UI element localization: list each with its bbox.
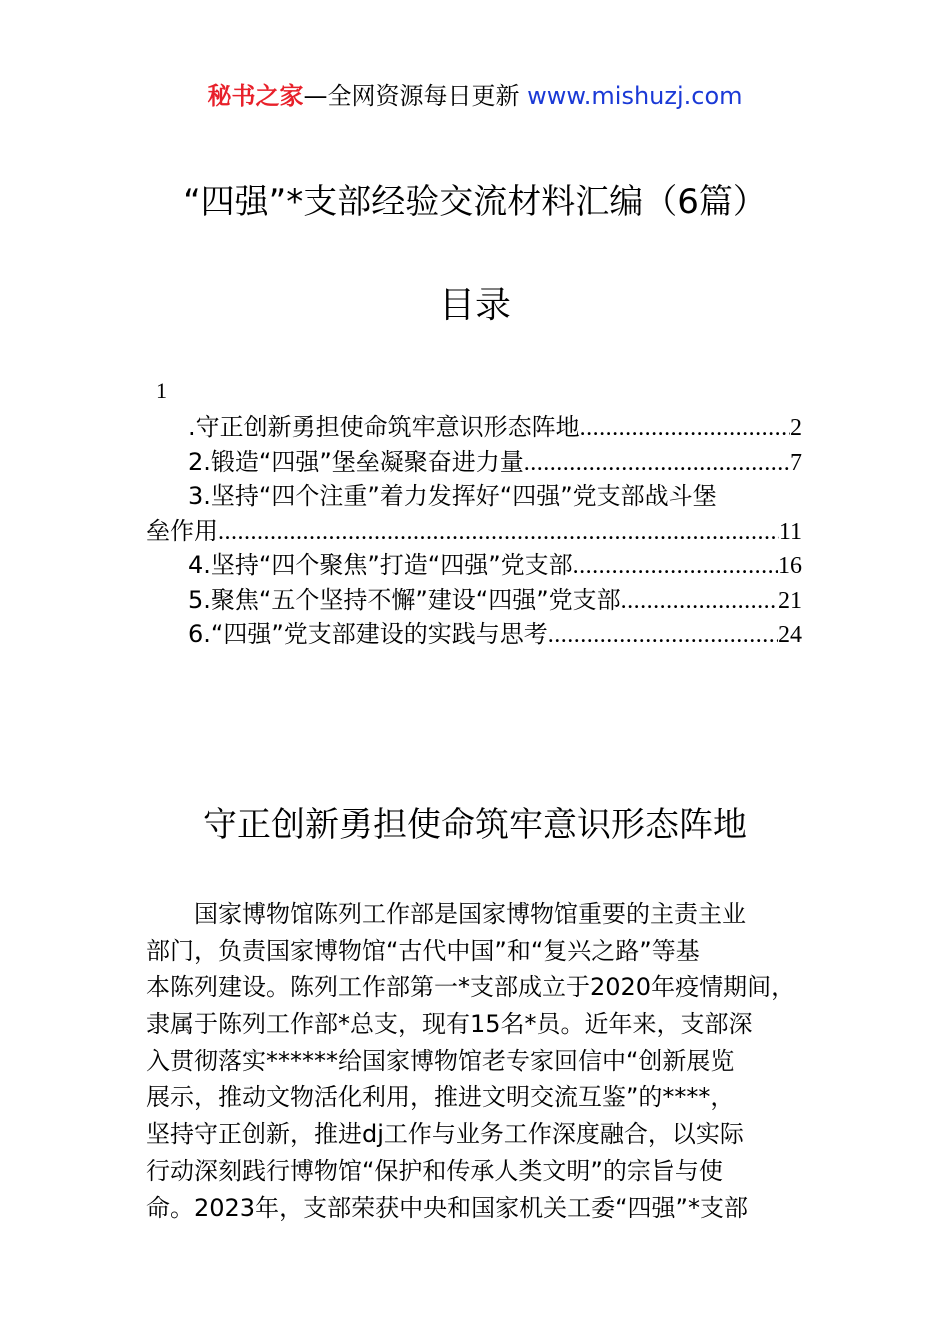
table-of-contents bbox=[146, 410, 802, 652]
body-line: 本陈列建设。陈列工作部第一*支部成立于2020年疫情期间， bbox=[146, 973, 796, 1002]
section-title: 守正创新勇担使命筑牢意识形态阵地 bbox=[203, 805, 747, 845]
toc-entry-text: 6.“四强”党支部建设的实践与思考 bbox=[188, 620, 548, 648]
toc-entry-text: 4.坚持“四个聚焦”打造“四强”党支部 bbox=[188, 551, 573, 579]
toc-heading: 目录 bbox=[438, 285, 511, 326]
brand-name: 秘书之家 bbox=[207, 82, 304, 110]
toc-page-number: 16 bbox=[778, 553, 802, 579]
toc-leader-dots bbox=[524, 446, 790, 480]
toc-page-number: 21 bbox=[778, 587, 802, 614]
body-line: 部门，负责国家博物馆“古代中国”和“复兴之路”等基 bbox=[146, 936, 700, 965]
toc-number: 1 bbox=[156, 378, 167, 403]
toc-entry-3[interactable] bbox=[146, 479, 802, 514]
toc-leader-dots bbox=[218, 515, 779, 549]
toc-entry-3-continued[interactable] bbox=[146, 514, 802, 549]
toc-entry-4[interactable] bbox=[146, 548, 802, 583]
section-body bbox=[146, 896, 806, 1226]
toc-leader-dots bbox=[573, 549, 778, 583]
toc-page-number: 24 bbox=[778, 622, 802, 648]
toc-leader-dots bbox=[621, 584, 778, 618]
toc-leader-dots bbox=[548, 618, 778, 652]
toc-entry-text: 3.坚持“四个注重”着力发挥好“四强”党支部战斗堡 bbox=[188, 482, 717, 510]
toc-page-number: 7 bbox=[790, 449, 802, 476]
body-line: 隶属于陈列工作部*总支，现有15名*员。近年来，支部深 bbox=[146, 1010, 753, 1039]
body-line: 国家博物馆陈列工作部是国家博物馆重要的主责主业 bbox=[194, 900, 746, 928]
document-title: “四强”*支部经验交流材料汇编（6篇） bbox=[183, 182, 767, 222]
body-line: 命。2023年，支部荣获中央和国家机关工委“四强”*支部 bbox=[146, 1193, 748, 1222]
body-line: 展示，推动文物活化利用，推进文明交流互鉴”的****， bbox=[146, 1083, 735, 1112]
body-line: 入贯彻落实******给国家博物馆老专家回信中“创新展览 bbox=[146, 1046, 735, 1075]
toc-entry-text: 垒作用 bbox=[146, 516, 218, 545]
toc-leader-dots bbox=[580, 411, 790, 445]
toc-entry-2[interactable] bbox=[146, 445, 802, 480]
site-url-link[interactable]: www.mishuzj.com bbox=[527, 82, 743, 110]
body-line: 行动深刻践行博物馆“保护和传承人类文明”的宗旨与使 bbox=[146, 1156, 723, 1185]
header-slogan: —全网资源每日更新 bbox=[303, 82, 520, 110]
toc-page-number: 11 bbox=[778, 518, 802, 545]
toc-entry-1[interactable] bbox=[146, 410, 802, 445]
toc-entry-5[interactable] bbox=[146, 583, 802, 618]
toc-entry-text: .守正创新勇担使命筑牢意识形态阵地 bbox=[188, 413, 580, 441]
toc-entry-6[interactable] bbox=[146, 617, 802, 652]
toc-entry-text: 5.聚焦“五个坚持不懈”建设“四强”党支部 bbox=[188, 585, 621, 614]
toc-page-number: 2 bbox=[790, 415, 802, 441]
toc-entry-text: 2.锻造“四强”堡垒凝聚奋进力量 bbox=[188, 447, 524, 476]
body-line: 坚持守正创新，推进dj工作与业务工作深度融合，以实际 bbox=[146, 1120, 744, 1149]
site-header bbox=[0, 78, 950, 114]
